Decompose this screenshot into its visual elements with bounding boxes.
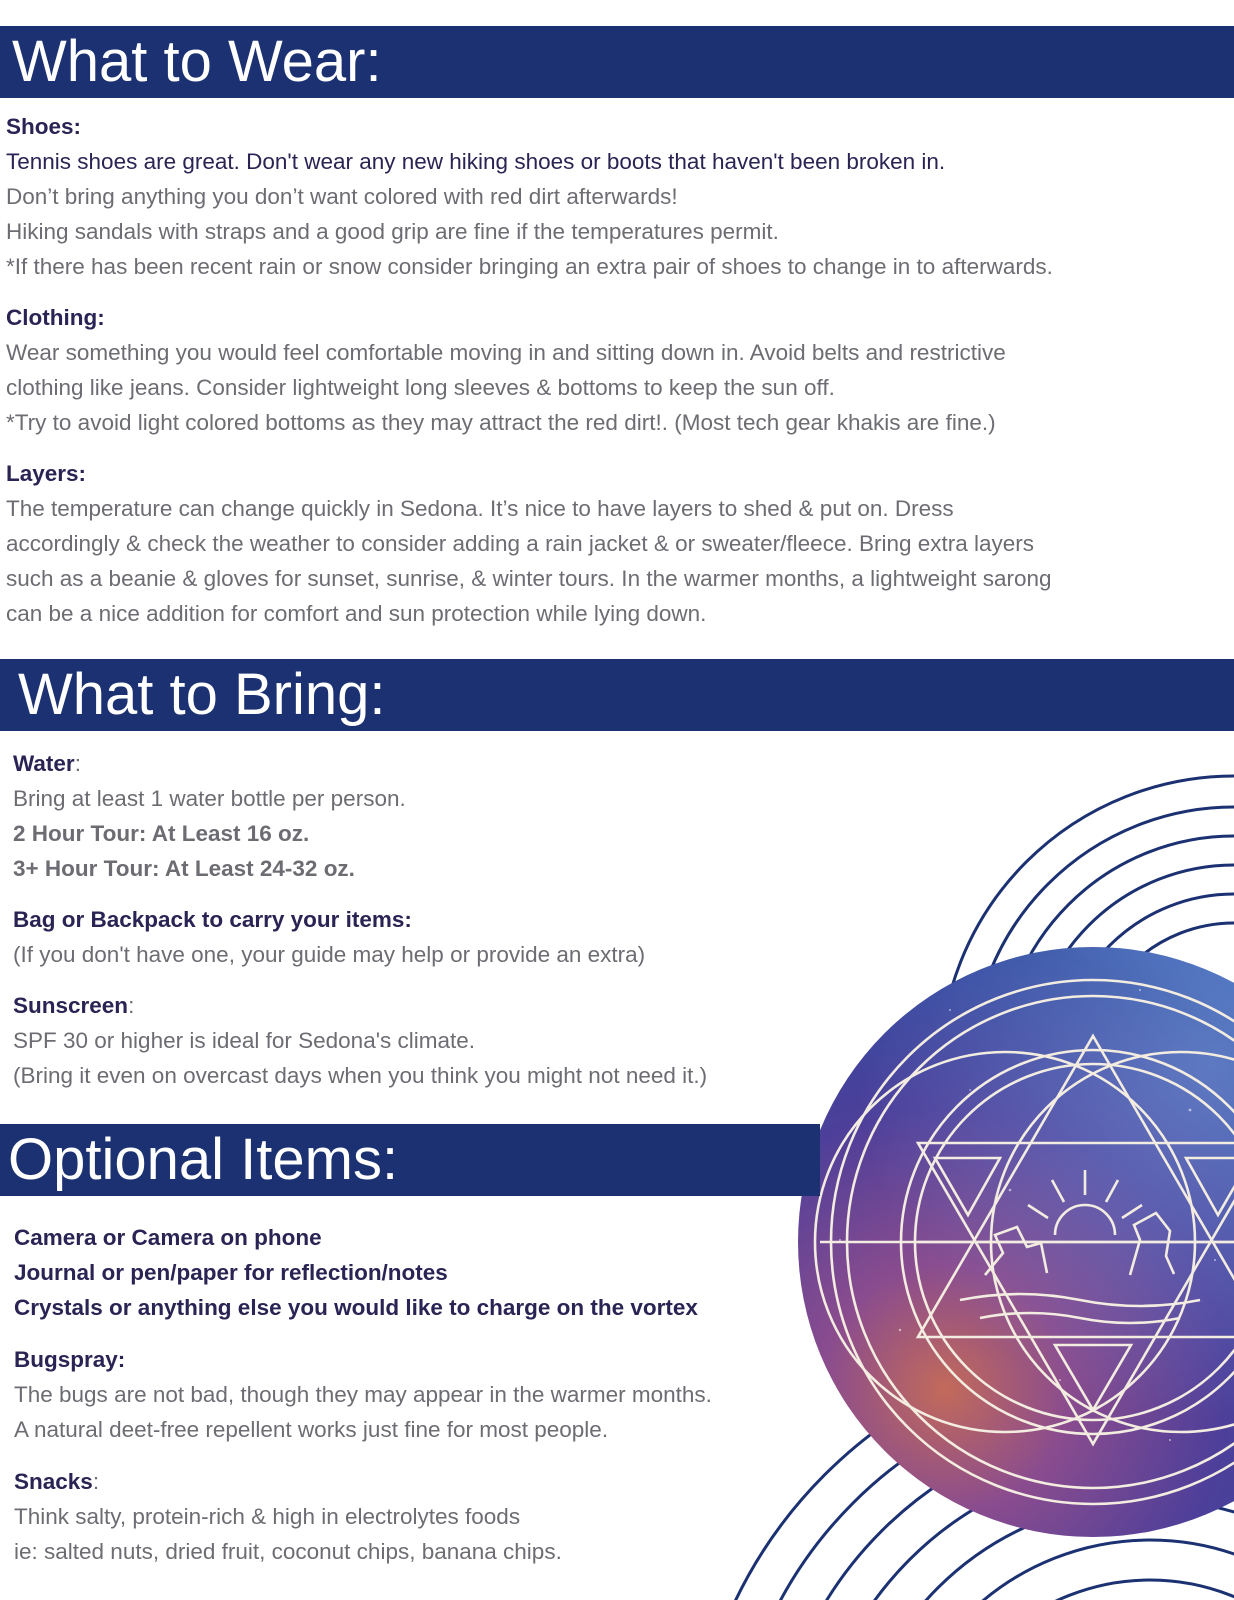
shoes-line: *If there has been recent rain or snow consider bringing an extra pair of shoes to change in to afterwards. xyxy=(6,254,1053,279)
shoes-line: Hiking sandals with straps and a good grip are fine if the temperatures permit. xyxy=(6,219,779,244)
clothing-line: clothing like jeans. Consider lightweight long sleeves & bottoms to keep the sun off. xyxy=(6,375,835,400)
water-line: 3+ Hour Tour: At Least 24-32 oz. xyxy=(13,856,355,881)
layers-heading: Layers: xyxy=(6,461,87,486)
layers-line: can be a nice addition for comfort and sun protection while lying down. xyxy=(6,601,707,626)
clothing-line: Wear something you would feel comfortable moving in and sitting down in. Avoid belts and restrictive xyxy=(6,340,1006,365)
optional-item: Journal or pen/paper for reflection/notes xyxy=(14,1260,448,1285)
cosmic-emblem xyxy=(798,947,1234,1537)
section-header-bring xyxy=(0,659,1234,731)
layers-line: such as a beanie & gloves for sunset, sunrise, & winter tours. In the warmer months, a lightweight sarong xyxy=(6,566,1052,591)
bugspray-heading: Bugspray: xyxy=(14,1347,126,1372)
snacks-heading-line xyxy=(14,1464,99,1499)
water-heading: Water xyxy=(13,751,75,776)
shoes-heading: Shoes: xyxy=(6,114,82,139)
bag-heading: Bag or Backpack to carry your items: xyxy=(13,907,412,932)
snacks-line: ie: salted nuts, dried fruit, coconut chips, banana chips. xyxy=(14,1539,562,1564)
clothing-line: *Try to avoid light colored bottoms as they may attract the red dirt!. (Most tech gear khakis are fine.) xyxy=(6,410,996,435)
optional-item: Crystals or anything else you would like to charge on the vortex xyxy=(14,1295,698,1320)
water-colon: : xyxy=(74,751,81,776)
snacks-heading: Snacks xyxy=(14,1469,93,1494)
sunscreen-heading-line xyxy=(13,988,134,1023)
water-line: 2 Hour Tour: At Least 16 oz. xyxy=(13,821,310,846)
water-line: Bring at least 1 water bottle per person. xyxy=(13,786,406,811)
snacks-colon: : xyxy=(92,1469,100,1494)
sunscreen-line: (Bring it even on overcast days when you think you might not need it.) xyxy=(13,1063,708,1088)
layers-line: The temperature can change quickly in Sedona. It’s nice to have layers to shed & put on. Dress xyxy=(6,496,954,521)
bugspray-line: A natural deet-free repellent works just fine for most people. xyxy=(14,1417,609,1442)
sunscreen-line: SPF 30 or higher is ideal for Sedona's climate. xyxy=(13,1028,476,1053)
shoes-line: Tennis shoes are great. Don't wear any new hiking shoes or boots that haven't been broken in. xyxy=(6,149,946,174)
sunscreen-heading: Sunscreen xyxy=(13,993,129,1018)
water-heading-line xyxy=(13,746,81,781)
section-title-wear: What to Wear: xyxy=(12,29,382,94)
sunscreen-colon: : xyxy=(128,993,135,1018)
section-title-bring: What to Bring: xyxy=(18,662,386,727)
layers-line: accordingly & check the weather to consider adding a rain jacket & or sweater/fleece. Bring extra layers xyxy=(6,531,1035,556)
snacks-line: Think salty, protein-rich & high in electrolytes foods xyxy=(14,1504,521,1529)
bugspray-line: The bugs are not bad, though they may appear in the warmer months. xyxy=(14,1382,712,1407)
section-header-optional xyxy=(0,1124,820,1196)
section-header-wear xyxy=(0,26,1234,98)
shoes-line: Don’t bring anything you don’t want colored with red dirt afterwards! xyxy=(6,184,678,209)
section-title-optional: Optional Items: xyxy=(8,1127,399,1192)
clothing-heading: Clothing: xyxy=(6,305,105,330)
optional-item: Camera or Camera on phone xyxy=(14,1225,322,1250)
bag-line: (If you don't have one, your guide may help or provide an extra) xyxy=(13,942,646,967)
